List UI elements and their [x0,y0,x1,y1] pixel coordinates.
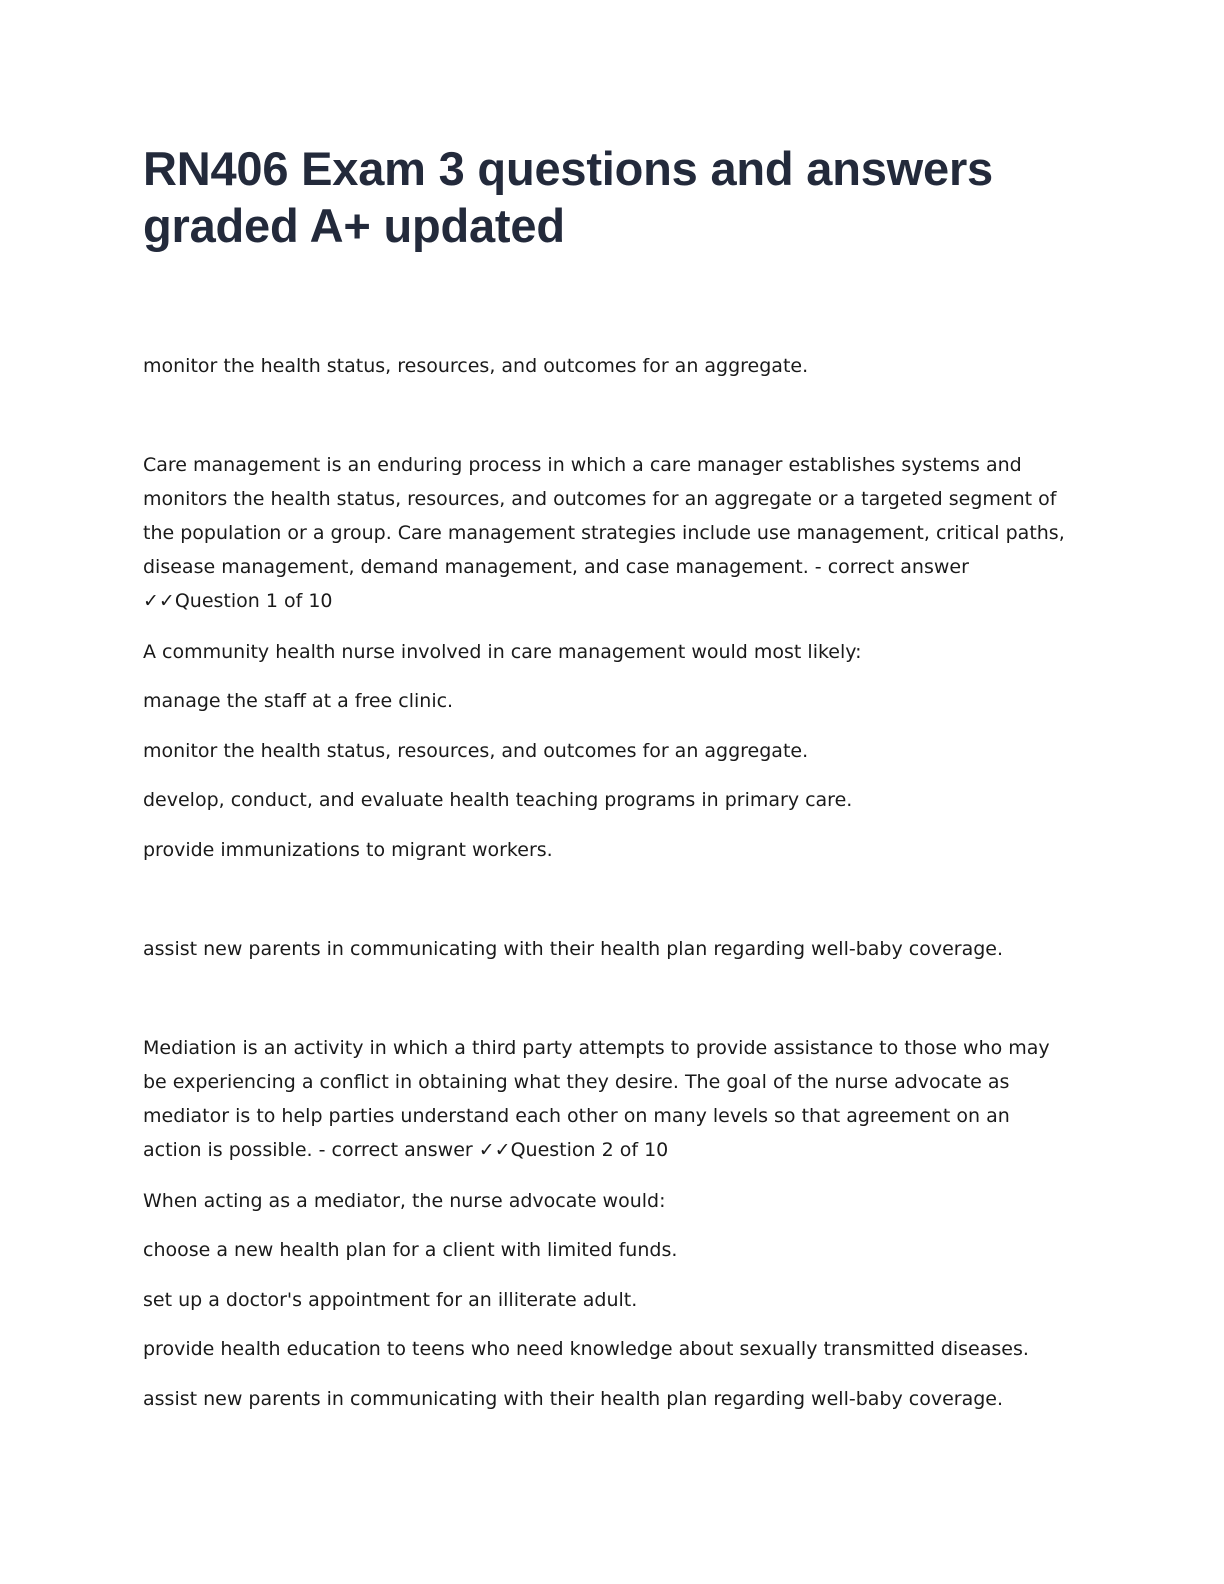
q1-prompt: A community health nurse involved in care management would most likely: [143,641,862,663]
q2-rationale-line: mediator is to help parties understand each other on many levels so that agreement on an [143,1105,1010,1127]
q1-answer-text: monitor the health status, resources, and outcomes for an aggregate. [143,355,809,377]
q2-answer-text: assist new parents in communicating with their health plan regarding well-baby coverage. [143,938,1004,960]
q2-question-number: action is possible. - correct answer ✓✓Question 2 of 10 [143,1139,669,1161]
q1-rationale-line: the population or a group. Care management strategies include use management, critical paths, [143,522,1065,544]
document-title: RN406 Exam 3 questions and answers graded A+ updated [143,142,993,252]
q1-option: develop, conduct, and evaluate health teaching programs in primary care. [143,789,853,811]
q2-prompt: When acting as a mediator, the nurse advocate would: [143,1190,666,1212]
q2-option: assist new parents in communicating with their health plan regarding well-baby coverage. [143,1388,1004,1410]
q1-rationale-line: monitors the health status, resources, and outcomes for an aggregate or a targeted segment of [143,488,1057,510]
q2-rationale [143,1031,1083,1167]
q2-rationale-line: Mediation is an activity in which a third party attempts to provide assistance to those who may [143,1037,1050,1059]
q1-option: provide immunizations to migrant workers. [143,839,553,861]
q1-rationale-line: Care management is an enduring process in which a care manager establishes systems and [143,454,1022,476]
q1-rationale [143,448,1083,618]
q2-option: choose a new health plan for a client with limited funds. [143,1239,678,1261]
q2-option: set up a doctor's appointment for an illiterate adult. [143,1289,638,1311]
q1-option: manage the staff at a free clinic. [143,690,454,712]
q2-option: provide health education to teens who need knowledge about sexually transmitted diseases. [143,1338,1029,1360]
q1-rationale-line: disease management, demand management, and case management. - correct answer [143,556,969,578]
q2-rationale-line: be experiencing a conflict in obtaining what they desire. The goal of the nurse advocate as [143,1071,1010,1093]
q1-option: monitor the health status, resources, and outcomes for an aggregate. [143,740,809,762]
q1-question-number: ✓✓Question 1 of 10 [143,590,333,612]
